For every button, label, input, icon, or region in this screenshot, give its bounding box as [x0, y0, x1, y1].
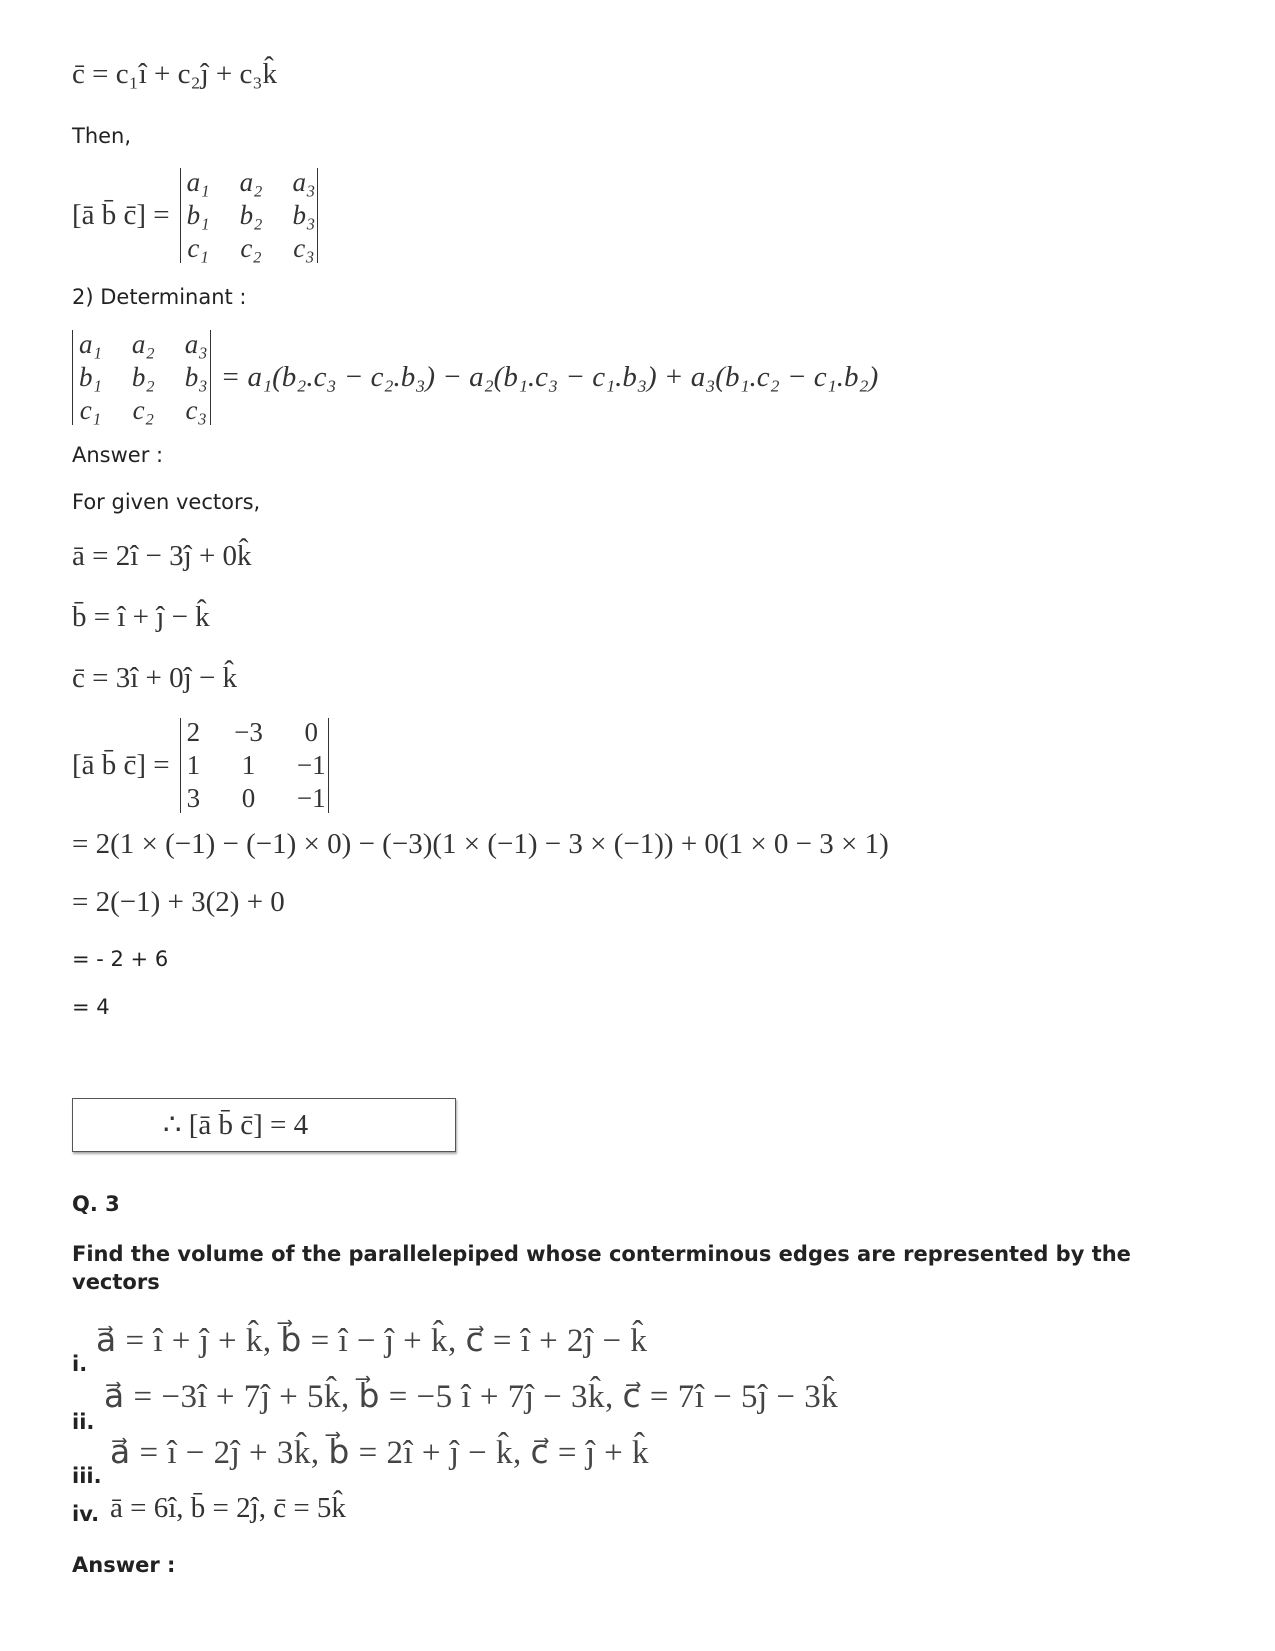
- answer-label: Answer :: [72, 443, 164, 467]
- a-vector: ā = 2î − 3ĵ + 0k̂: [72, 540, 252, 572]
- option-equation-4: ā = 6î, b̄ = 2ĵ, c̄ = 5k̂: [110, 1492, 346, 1524]
- triple-product-symbolic: [72, 168, 318, 263]
- determinant-cell: b₁: [186, 200, 210, 230]
- determinant-cell: b₂: [239, 200, 263, 230]
- determinant-cell: 3: [186, 783, 201, 813]
- option-equation-2: a⃗ = −3î + 7ĵ + 5k̂, b⃗ = −5 î + 7ĵ − 3k̂, c⃗ = 7î − 5ĵ − 3k̂: [104, 1379, 839, 1415]
- determinant-cell: c₂: [240, 233, 262, 263]
- determinant-cell: c₃: [293, 233, 315, 263]
- determinant-cell: 0: [241, 783, 256, 813]
- determinant-heading: 2) Determinant :: [72, 285, 247, 309]
- determinant-cell: 1: [186, 750, 201, 780]
- determinant-cell: a₁: [186, 167, 210, 197]
- determinant-cell: −3: [234, 717, 263, 747]
- determinant-cell: b₃: [184, 362, 208, 392]
- determinant-expansion: [72, 330, 878, 425]
- determinant-cell: a₃: [184, 329, 208, 359]
- triple-product-numeric: [72, 718, 329, 813]
- option-equation-3: a⃗ = î − 2ĵ + 3k̂, b⃗ = 2î + ĵ − k̂, c⃗ = ĵ + k̂: [110, 1435, 650, 1471]
- expansion-step-4: = 4: [72, 995, 110, 1019]
- symbolic-determinant: [180, 168, 319, 263]
- determinant-cell: −1: [296, 750, 326, 780]
- determinant-cell: c₃: [185, 395, 207, 425]
- c-vector: c̄ = 3î + 0ĵ − k̂: [72, 662, 238, 694]
- b-vector: b̄ = î + ĵ − k̂: [72, 601, 210, 633]
- determinant-cell: a₂: [239, 167, 263, 197]
- determinant-cell: −1: [296, 783, 326, 813]
- option-label-1: i.: [72, 1352, 88, 1376]
- determinant-cell: 2: [186, 717, 201, 747]
- determinant-cell: c₁: [79, 395, 102, 425]
- question-text: Find the volume of the parallelepiped whose conterminous edges are represented by the vectors: [72, 1242, 1131, 1294]
- determinant-cell: a₂: [131, 329, 155, 359]
- determinant-cell: a₃: [292, 167, 316, 197]
- then-text: Then,: [72, 124, 132, 148]
- question-answer-label: Answer :: [72, 1553, 176, 1577]
- determinant-cell: a₁: [79, 329, 102, 359]
- determinant-cell: b₂: [131, 362, 155, 392]
- triple-product-lhs: [ā b̄ c̄] =: [72, 199, 170, 231]
- option-label-4: iv.: [72, 1502, 100, 1526]
- determinant-cell: b₁: [79, 362, 102, 392]
- expansion-step-3: = - 2 + 6: [72, 947, 169, 971]
- c-vector-definition: c̄ = c₁î + c₂ĵ + c₃k̂: [72, 58, 277, 90]
- option-label-3: iii.: [72, 1464, 102, 1488]
- final-answer-box: [72, 1098, 456, 1152]
- final-answer: ∴ [ā b̄ c̄] = 4: [163, 1109, 309, 1141]
- expansion-step-1: = 2(1 × (−1) − (−1) × 0) − (−3)(1 × (−1) − 3 × (−1)) + 0(1 × 0 − 3 × 1): [72, 828, 889, 860]
- question-number: Q. 3: [72, 1192, 120, 1216]
- for-given-vectors: For given vectors,: [72, 490, 261, 514]
- determinant-cell: c₂: [132, 395, 155, 425]
- determinant-cell: b₃: [292, 200, 316, 230]
- determinant-cell: c₁: [187, 233, 209, 263]
- expansion-step-2: = 2(−1) + 3(2) + 0: [72, 886, 285, 918]
- option-equation-1: a⃗ = î + ĵ + k̂, b⃗ = î − ĵ + k̂, c⃗ = î + 2ĵ − k̂: [96, 1323, 648, 1359]
- determinant-expansion-rhs: = a₁(b₂.c₃ − c₂.b₃) − a₂(b₁.c₃ − c₁.b₃) + a₃(b₁.c₂ − c₁.b₂): [220, 361, 879, 393]
- option-label-2: ii.: [72, 1410, 95, 1434]
- determinant-cell: 0: [304, 717, 319, 747]
- determinant-cell: 1: [241, 750, 256, 780]
- symbolic-determinant-2: [72, 330, 211, 425]
- numeric-determinant: [180, 718, 329, 813]
- triple-product-lhs-2: [ā b̄ c̄] =: [72, 749, 170, 781]
